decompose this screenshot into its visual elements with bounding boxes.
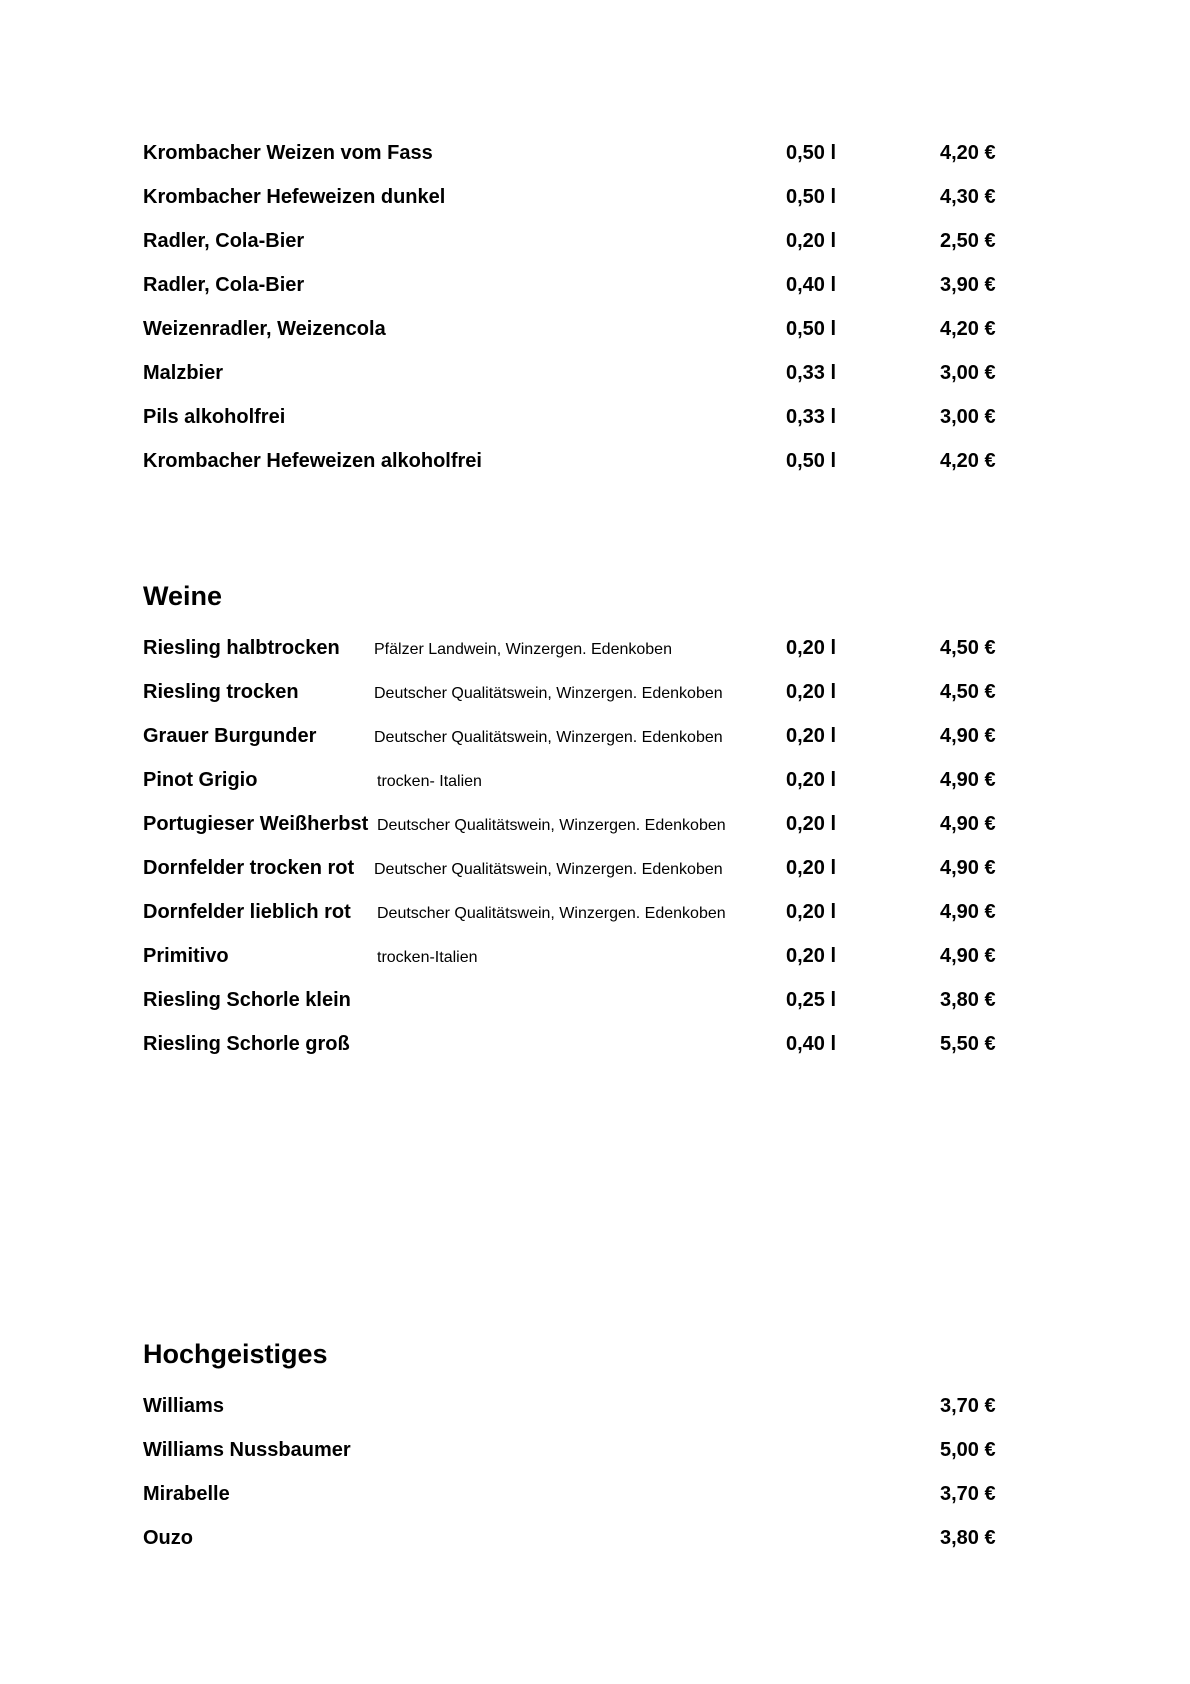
item-name: Williams Nussbaumer: [143, 1439, 351, 1461]
item-description: Deutscher Qualitätswein, Winzergen. Edenkoben: [374, 685, 723, 702]
item-volume: 0,20 l: [786, 857, 837, 879]
item-volume: 0,33 l: [786, 362, 837, 384]
menu-row: [0, 721, 1190, 751]
item-price: 3,00 €: [940, 362, 996, 384]
item-description: trocken- Italien: [377, 773, 482, 790]
item-volume: 0,20 l: [786, 813, 837, 835]
item-description: Deutscher Qualitätswein, Winzergen. Edenkoben: [377, 817, 726, 834]
item-name: Riesling Schorle groß: [143, 1033, 350, 1055]
menu-row: [0, 1479, 1190, 1509]
item-volume: 0,20 l: [786, 945, 837, 967]
item-price: 4,30 €: [940, 186, 996, 208]
item-name: Riesling halbtrocken: [143, 637, 340, 659]
item-price: 5,50 €: [940, 1033, 996, 1055]
menu-row: [0, 446, 1190, 476]
item-name: Dornfelder lieblich rot: [143, 901, 351, 923]
menu-row: [0, 314, 1190, 344]
item-description: Deutscher Qualitätswein, Winzergen. Edenkoben: [377, 905, 726, 922]
item-price: 4,50 €: [940, 681, 996, 703]
item-price: 4,90 €: [940, 813, 996, 835]
menu-row: [0, 358, 1190, 388]
item-description: Deutscher Qualitätswein, Winzergen. Edenkoben: [374, 861, 723, 878]
menu-row: [0, 677, 1190, 707]
item-description: Deutscher Qualitätswein, Winzergen. Edenkoben: [374, 729, 723, 746]
item-volume: 0,20 l: [786, 901, 837, 923]
item-price: 4,20 €: [940, 142, 996, 164]
item-name: Dornfelder trocken rot: [143, 857, 355, 879]
item-volume: 0,50 l: [786, 186, 837, 208]
menu-row: [0, 633, 1190, 663]
item-volume: 0,20 l: [786, 681, 837, 703]
menu-row: [0, 853, 1190, 883]
item-volume: 0,50 l: [786, 142, 837, 164]
item-volume: 0,50 l: [786, 318, 837, 340]
item-price: 3,80 €: [940, 1527, 996, 1549]
menu-row: [0, 226, 1190, 256]
item-price: 3,80 €: [940, 989, 996, 1011]
item-volume: 0,20 l: [786, 769, 837, 791]
item-name: Malzbier: [143, 362, 224, 384]
menu-row: [0, 138, 1190, 168]
menu-row: [0, 765, 1190, 795]
item-price: 3,00 €: [940, 406, 996, 428]
item-price: 4,90 €: [940, 769, 996, 791]
item-volume: 0,20 l: [786, 725, 837, 747]
section-title-wines: Weine: [143, 581, 223, 611]
item-price: 4,90 €: [940, 901, 996, 923]
item-name: Mirabelle: [143, 1483, 230, 1505]
item-volume: 0,40 l: [786, 1033, 837, 1055]
item-volume: 0,20 l: [786, 637, 837, 659]
item-price: 4,20 €: [940, 318, 996, 340]
menu-row: [0, 182, 1190, 212]
item-name: Ouzo: [143, 1527, 193, 1549]
item-price: 5,00 €: [940, 1439, 996, 1461]
item-name: Krombacher Weizen vom Fass: [143, 142, 433, 164]
menu-row: [0, 1435, 1190, 1465]
item-price: 4,90 €: [940, 857, 996, 879]
item-description: Pfälzer Landwein, Winzergen. Edenkoben: [374, 641, 672, 658]
item-name: Grauer Burgunder: [143, 725, 317, 747]
item-volume: 0,33 l: [786, 406, 837, 428]
item-price: 3,90 €: [940, 274, 996, 296]
item-name: Pinot Grigio: [143, 769, 258, 791]
item-volume: 0,40 l: [786, 274, 837, 296]
item-description: trocken-Italien: [377, 949, 478, 966]
item-name: Williams: [143, 1395, 224, 1417]
menu-row: [0, 270, 1190, 300]
menu-row: [0, 402, 1190, 432]
item-price: 3,70 €: [940, 1483, 996, 1505]
item-name: Portugieser Weißherbst: [143, 813, 369, 835]
item-price: 3,70 €: [940, 1395, 996, 1417]
item-volume: 0,50 l: [786, 450, 837, 472]
item-name: Primitivo: [143, 945, 229, 967]
item-price: 4,90 €: [940, 945, 996, 967]
menu-row: [0, 1391, 1190, 1421]
item-name: Krombacher Hefeweizen dunkel: [143, 186, 446, 208]
menu-row: [0, 941, 1190, 971]
item-price: 4,50 €: [940, 637, 996, 659]
item-name: Krombacher Hefeweizen alkoholfrei: [143, 450, 482, 472]
item-volume: 0,25 l: [786, 989, 837, 1011]
menu-row: [0, 1029, 1190, 1059]
item-name: Riesling trocken: [143, 681, 299, 703]
item-price: 2,50 €: [940, 230, 996, 252]
item-volume: 0,20 l: [786, 230, 837, 252]
menu-row: [0, 897, 1190, 927]
item-price: 4,90 €: [940, 725, 996, 747]
section-title-spirits: Hochgeistiges: [143, 1339, 328, 1369]
item-name: Pils alkoholfrei: [143, 406, 286, 428]
menu-row: [0, 985, 1190, 1015]
item-name: Radler, Cola-Bier: [143, 274, 305, 296]
item-name: Radler, Cola-Bier: [143, 230, 305, 252]
menu-row: [0, 809, 1190, 839]
item-name: Weizenradler, Weizencola: [143, 318, 386, 340]
menu-row: [0, 1523, 1190, 1553]
item-name: Riesling Schorle klein: [143, 989, 351, 1011]
item-price: 4,20 €: [940, 450, 996, 472]
